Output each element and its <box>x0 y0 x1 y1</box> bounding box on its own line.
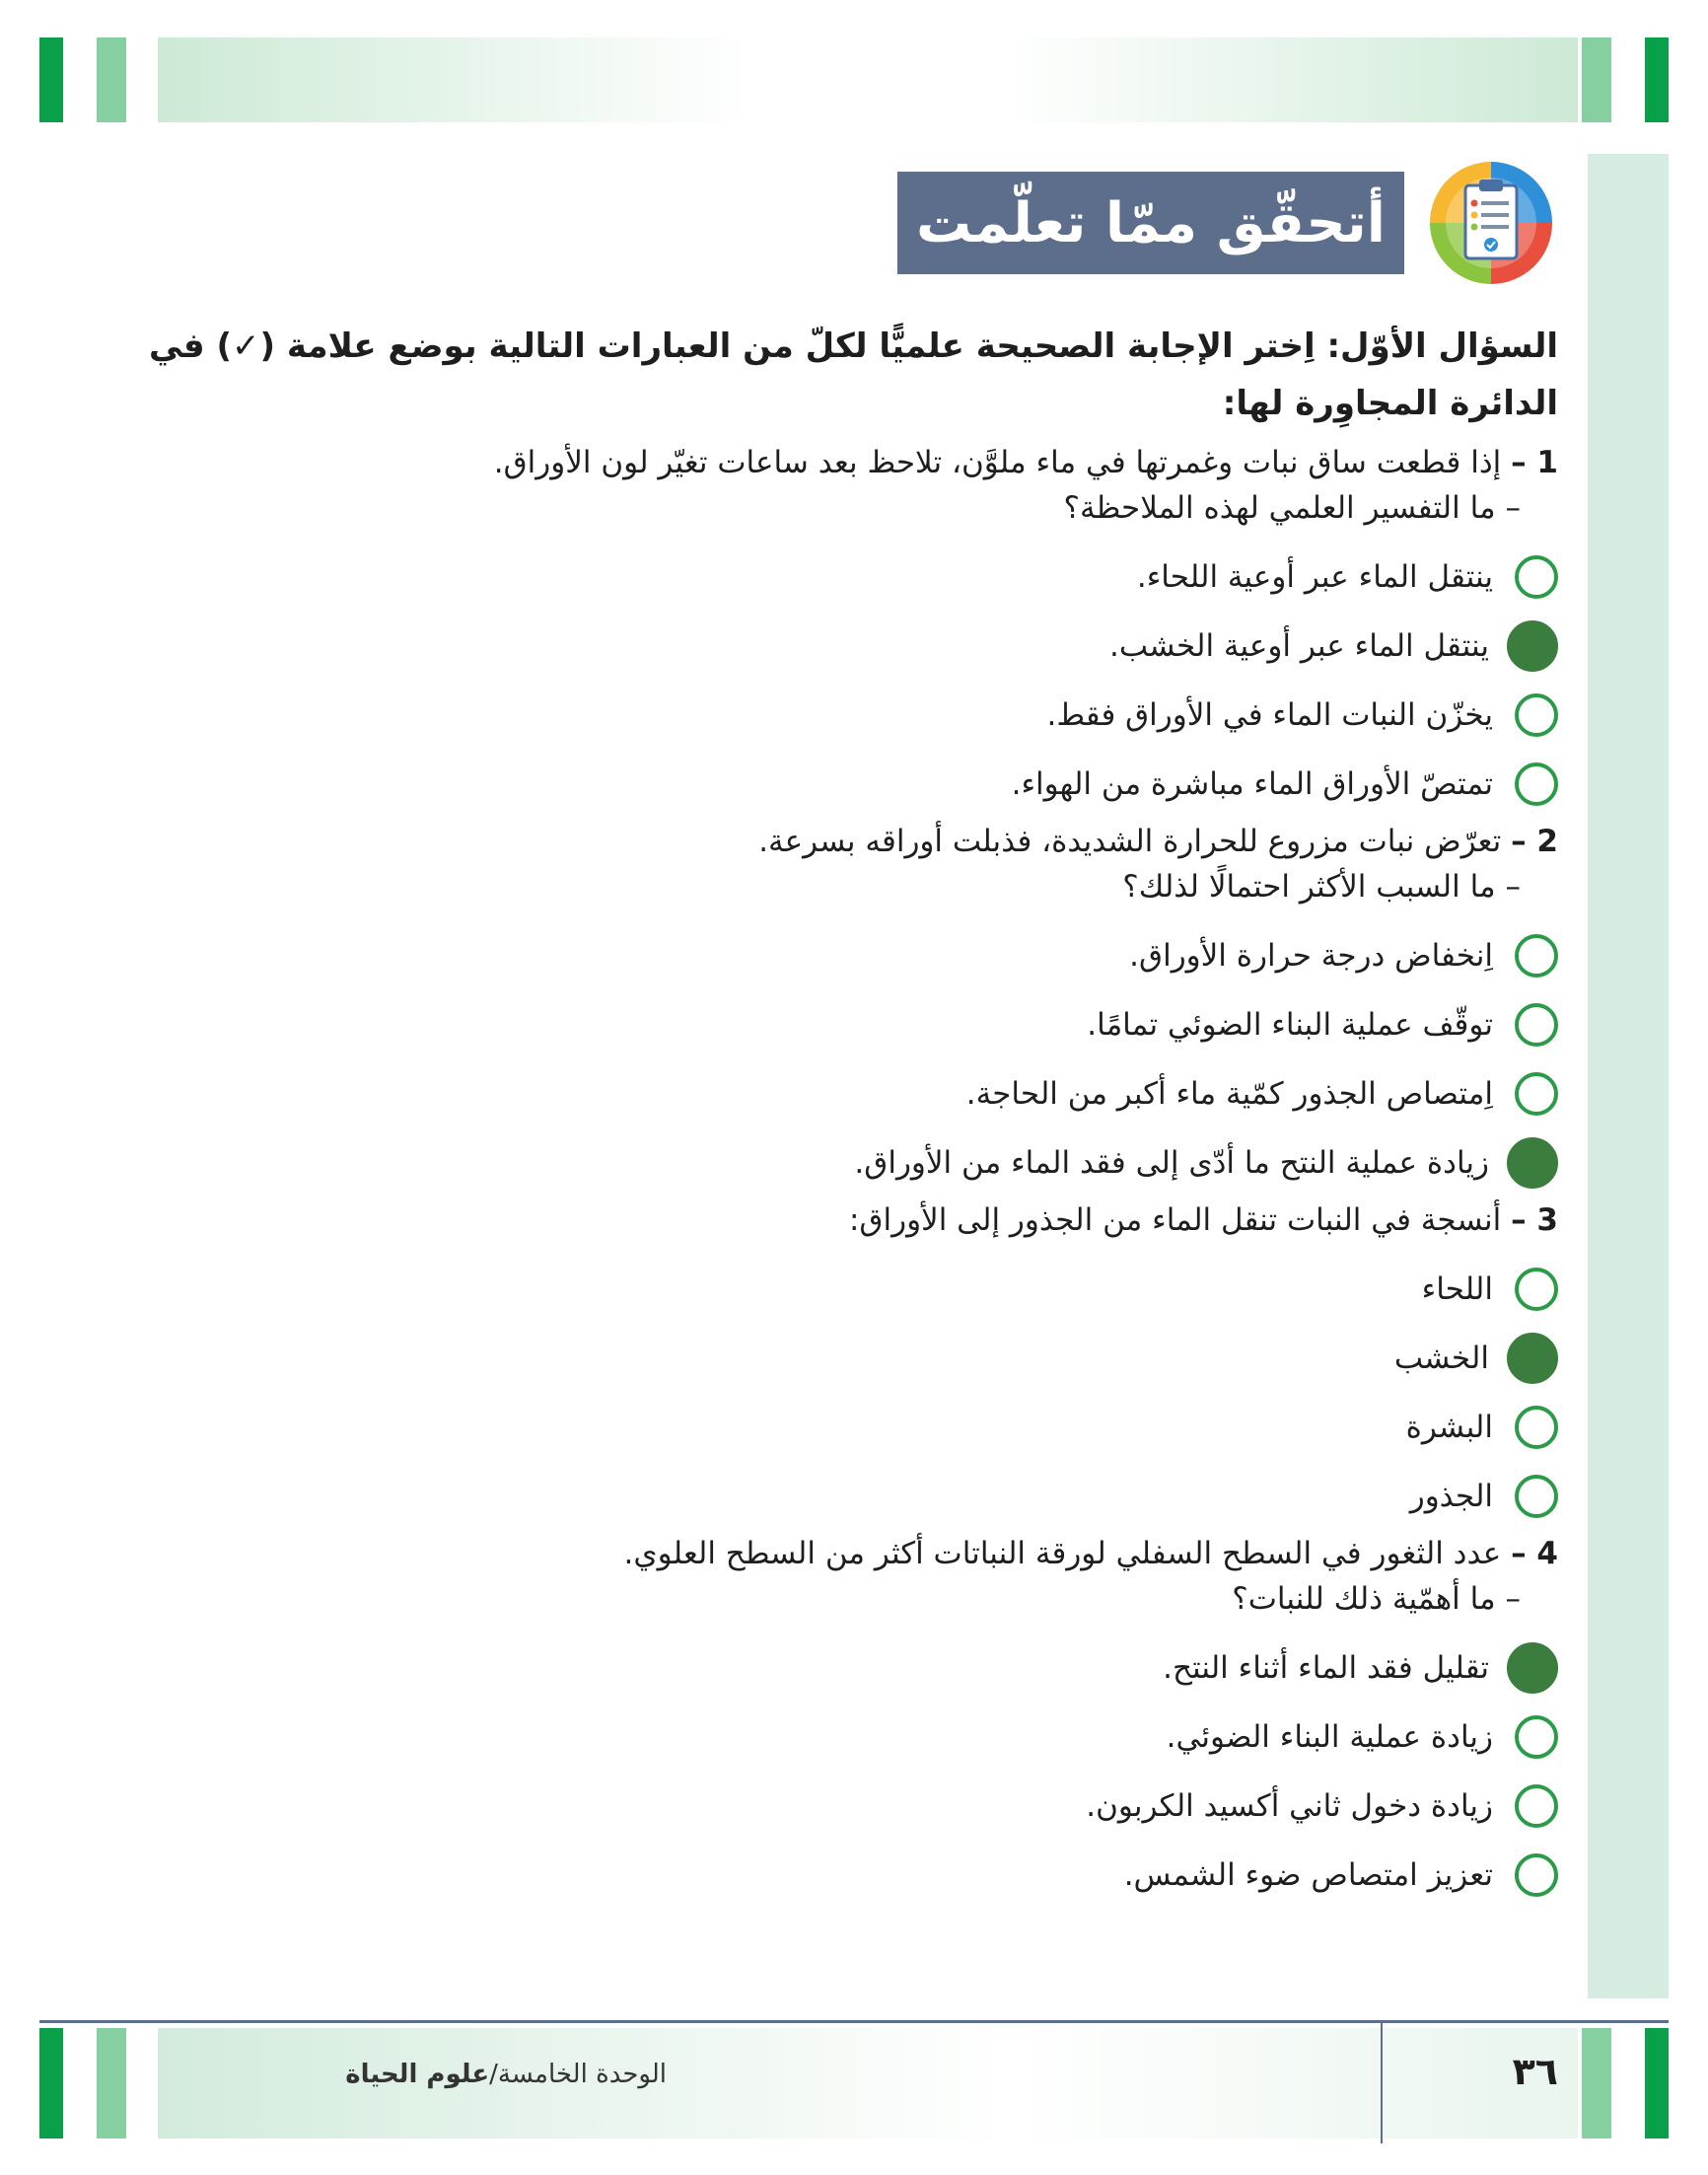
option-circle[interactable] <box>1515 555 1558 599</box>
section-title-text: أتحقّق ممّا تعلّمت <box>897 172 1404 274</box>
top-left-band <box>158 37 749 122</box>
option-circle[interactable] <box>1515 762 1558 806</box>
answer-option[interactable] <box>148 681 1558 750</box>
top-right-band <box>1006 37 1578 122</box>
question-number: 2 – <box>1511 824 1558 859</box>
right-sidebar-strip <box>1588 154 1669 1998</box>
option-circle-selected[interactable] <box>1507 1642 1558 1694</box>
option-text: الخشب <box>1393 1341 1489 1376</box>
option-text: الجذور <box>1409 1479 1493 1514</box>
answer-option[interactable] <box>148 990 1558 1059</box>
question-3 <box>148 1197 1558 1531</box>
answer-option[interactable] <box>148 750 1558 819</box>
top-right-light-bar <box>1582 37 1611 122</box>
option-text: زيادة دخول ثاني أكسيد الكربون. <box>1086 1788 1493 1824</box>
question-number: 1 – <box>1511 445 1558 480</box>
question-2 <box>148 819 1558 1197</box>
option-text: اللحاء <box>1421 1271 1493 1307</box>
option-circle-selected[interactable] <box>1507 620 1558 672</box>
question-statement <box>148 440 1558 485</box>
option-text: تقليل فقد الماء أثناء النتح. <box>1163 1650 1489 1686</box>
option-circle[interactable] <box>1515 1715 1558 1759</box>
answer-option[interactable] <box>148 1633 1558 1703</box>
answer-option[interactable] <box>148 1324 1558 1393</box>
option-circle[interactable] <box>1515 1784 1558 1828</box>
question-header: السؤال الأوّل: اِختر الإجابة الصحيحة علميًّا لكلّ من العبارات التالية بوضع علامة (✓) في الدائرة المجاوِرة لها: <box>149 326 1558 423</box>
footer-unit-label <box>174 2060 667 2089</box>
question-4 <box>148 1531 1558 1910</box>
question-text: تعرّض نبات مزروع للحرارة الشديدة، فذبلت أوراقه بسرعة. <box>758 824 1502 859</box>
answer-option[interactable] <box>148 1128 1558 1197</box>
answer-option[interactable] <box>148 1772 1558 1841</box>
answer-option[interactable] <box>148 1059 1558 1128</box>
answer-option[interactable] <box>148 612 1558 681</box>
option-circle[interactable] <box>1515 1072 1558 1116</box>
option-text: اِمتصاص الجذور كمّية ماء أكبر من الحاجة. <box>965 1076 1493 1112</box>
question-prompt: – ما أهمّية ذلك للنبات؟ <box>1232 1581 1521 1617</box>
bottom-right-dark-bar <box>1645 2028 1669 2139</box>
option-text: البشرة <box>1405 1410 1493 1445</box>
option-circle[interactable] <box>1515 1268 1558 1311</box>
answer-option[interactable] <box>148 1393 1558 1462</box>
option-circle[interactable] <box>1515 1475 1558 1518</box>
answer-option[interactable] <box>148 921 1558 990</box>
option-text: تمتصّ الأوراق الماء مباشرة من الهواء. <box>1011 766 1493 802</box>
top-left-light-bar <box>97 37 126 122</box>
footer-divider-line <box>39 2020 1669 2023</box>
option-text: زيادة عملية النتح ما أدّى إلى فقد الماء من الأوراق. <box>854 1145 1489 1181</box>
question-prompt: – ما التفسير العلمي لهذه الملاحظة؟ <box>1063 490 1521 526</box>
footer-unit: الوحدة الخامسة/ <box>489 2060 667 2089</box>
checklist-icon <box>1428 160 1554 286</box>
section-title <box>897 168 1568 286</box>
question-prompt: – ما السبب الأكثر احتمالًا لذلك؟ <box>1122 869 1521 905</box>
top-right-dark-bar <box>1645 37 1669 122</box>
option-text: ينتقل الماء عبر أوعية اللحاء. <box>1136 559 1493 595</box>
option-text: اِنخفاض درجة حرارة الأوراق. <box>1129 938 1493 974</box>
bottom-right-light-bar <box>1582 2028 1611 2139</box>
option-circle[interactable] <box>1515 693 1558 737</box>
bottom-left-light-bar <box>97 2028 126 2139</box>
question-text: أنسجة في النبات تنقل الماء من الجذور إلى الأوراق: <box>848 1202 1502 1238</box>
bottom-left-dark-bar <box>39 2028 63 2139</box>
option-circle[interactable] <box>1515 1003 1558 1047</box>
footer-subject: علوم الحياة <box>345 2060 490 2089</box>
answer-option[interactable] <box>148 1841 1558 1910</box>
question-number: 3 – <box>1511 1202 1558 1238</box>
footer-vertical-divider <box>1381 2023 1383 2143</box>
option-circle[interactable] <box>1515 1853 1558 1897</box>
answer-option[interactable] <box>148 1255 1558 1324</box>
option-text: يخزّن النبات الماء في الأوراق فقط. <box>1046 697 1493 733</box>
top-left-dark-bar <box>39 37 63 122</box>
question-statement <box>148 819 1558 864</box>
question-text: إذا قطعت ساق نبات وغمرتها في ماء ملوَّن، تلاحظ بعد ساعات تغيّر لون الأوراق. <box>493 445 1502 480</box>
option-text: زيادة عملية البناء الضوئي. <box>1166 1719 1493 1755</box>
answer-option[interactable] <box>148 1462 1558 1531</box>
option-text: تعزيز امتصاص ضوء الشمس. <box>1123 1857 1493 1893</box>
answer-option[interactable] <box>148 1703 1558 1772</box>
option-circle[interactable] <box>1515 1406 1558 1449</box>
question-1 <box>148 440 1558 819</box>
option-circle[interactable] <box>1515 934 1558 978</box>
option-text: توقّف عملية البناء الضوئي تمامًا. <box>1087 1007 1493 1043</box>
page-number: ٣٦ <box>1512 2050 1558 2093</box>
option-circle-selected[interactable] <box>1507 1137 1558 1189</box>
option-text: ينتقل الماء عبر أوعية الخشب. <box>1109 628 1489 664</box>
question-text: عدد الثغور في السطح السفلي لورقة النباتات أكثر من السطح العلوي. <box>623 1536 1502 1571</box>
question-number: 4 – <box>1511 1536 1558 1571</box>
option-circle-selected[interactable] <box>1507 1333 1558 1384</box>
question-statement <box>148 1531 1558 1576</box>
exercise-content <box>148 318 1558 1910</box>
answer-option[interactable] <box>148 543 1558 612</box>
question-statement <box>148 1197 1558 1243</box>
